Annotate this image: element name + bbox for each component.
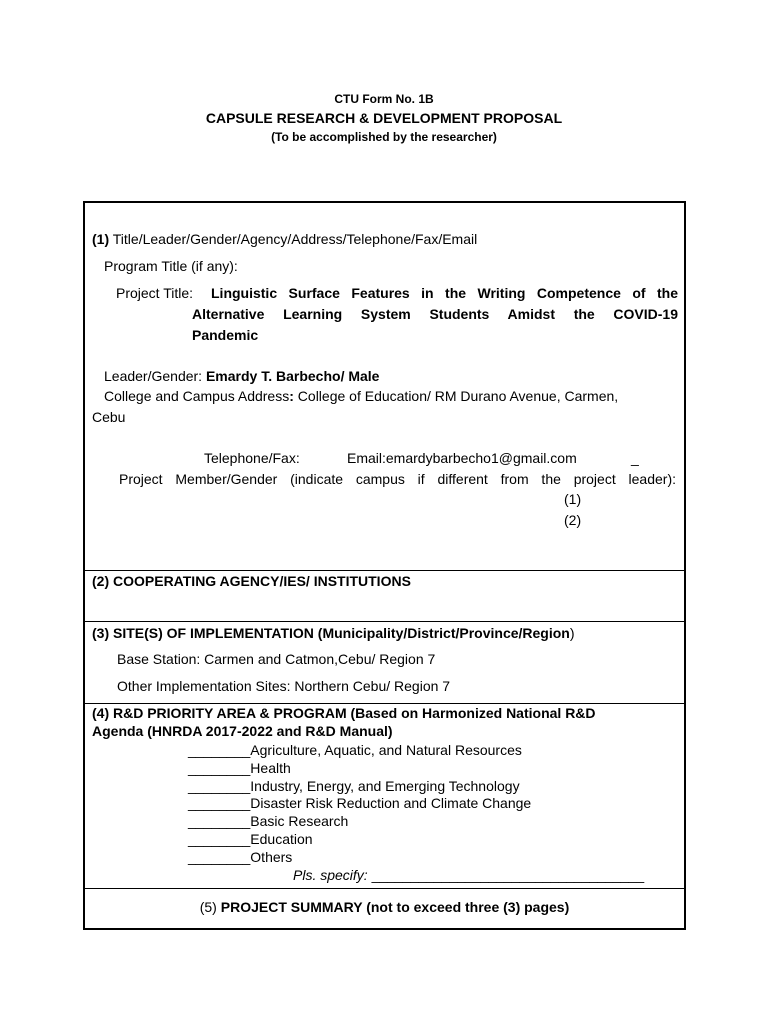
priority-blank: ________ (188, 795, 251, 811)
priority-item-industry (188, 777, 520, 795)
email-tail: _ (631, 450, 639, 466)
section-4-heading-line-1: (4) R&D PRIORITY AREA & PROGRAM (Based on Harmonized National R&D (92, 705, 596, 721)
project-member-1: (1) (564, 491, 582, 507)
address-colon: : (289, 388, 294, 404)
program-title-label: Program Title (if any): (104, 258, 238, 274)
section-3-heading (92, 624, 575, 642)
priority-blank: ________ (188, 813, 251, 829)
section-5-heading-text: PROJECT SUMMARY (not to exceed three (3) pages) (216, 899, 570, 915)
section-1-heading-text: Title/Leader/Gender/Agency/Address/Telephone/Fax/Email (112, 231, 478, 247)
section-2 (85, 570, 684, 621)
priority-item-basic-research (188, 812, 348, 830)
other-implementation-sites: Other Implementation Sites: Northern Cebu/ Region 7 (117, 678, 451, 694)
priority-label: Health (250, 760, 291, 776)
section-1-heading (92, 230, 477, 248)
section-4-heading-line-2: Agenda (HNRDA 2017-2022 and R&D Manual) (92, 723, 393, 739)
specify-line: ___________________________________ (367, 867, 645, 883)
priority-item-others (188, 848, 292, 866)
priority-label: Others (250, 849, 293, 865)
priority-label: Agriculture, Aquatic, and Natural Resources (250, 742, 522, 758)
priority-item-education (188, 830, 313, 848)
priority-blank: ________ (188, 778, 251, 794)
priority-label: Basic Research (250, 813, 349, 829)
telephone-fax-label: Telephone/Fax: (204, 450, 300, 466)
section-3-heading-text: (3) SITE(S) OF IMPLEMENTATION (Municipality/District/Province/Region (92, 625, 570, 641)
proposal-form (83, 201, 686, 930)
project-title-label: Project Title: (116, 285, 194, 301)
section-3 (85, 621, 684, 703)
section-5-number: (5) (199, 899, 217, 915)
priority-item-health (188, 759, 291, 777)
project-title-line-2: Alternative Learning System Students Amidst the COVID-19 (192, 306, 678, 322)
base-station: Base Station: Carmen and Catmon,Cebu/ Region 7 (117, 651, 436, 667)
section-5-heading (85, 898, 684, 916)
priority-label: Education (250, 831, 313, 847)
priority-blank: ________ (188, 849, 251, 865)
priority-item-disaster (188, 794, 531, 812)
priority-item-agriculture (188, 741, 522, 759)
priority-blank: ________ (188, 742, 251, 758)
leader-value: Emardy T. Barbecho/ Male (205, 368, 380, 384)
campus-address (104, 387, 618, 405)
leader-label: Leader/Gender: (104, 368, 203, 384)
priority-label: Industry, Energy, and Emerging Technology (250, 778, 520, 794)
section-3-heading-close: ) (569, 625, 575, 641)
section-1-number: (1) (92, 231, 110, 247)
project-member-2: (2) (564, 512, 582, 528)
project-member-label: Project Member/Gender (indicate campus if different from the project leader): (119, 471, 676, 487)
email-value: Email:emardybarbecho1@gmail.com (347, 450, 577, 466)
document-subtitle: (To be accomplished by the researcher) (271, 130, 497, 144)
section-4 (85, 703, 684, 888)
priority-label: Disaster Risk Reduction and Climate Change (250, 795, 532, 811)
section-2-heading: (2) COOPERATING AGENCY/IES/ INSTITUTIONS (92, 573, 411, 589)
priority-blank: ________ (188, 831, 251, 847)
project-title-line-3: Pandemic (192, 327, 259, 343)
section-5 (85, 888, 684, 930)
leader-gender (104, 367, 379, 385)
campus-address-cont: Cebu (92, 409, 126, 425)
project-title-line-1: Linguistic Surface Features in the Writing Competence of the (211, 285, 678, 301)
others-specify (293, 866, 644, 884)
priority-blank: ________ (188, 760, 251, 776)
address-value: College of Education/ RM Durano Avenue, Carmen, (293, 388, 619, 404)
document-title: CAPSULE RESEARCH & DEVELOPMENT PROPOSAL (205, 110, 563, 126)
specify-label: Pls. specify: (293, 867, 368, 883)
form-number: CTU Form No. 1B (334, 92, 434, 106)
address-label: College and Campus Address (104, 388, 290, 404)
